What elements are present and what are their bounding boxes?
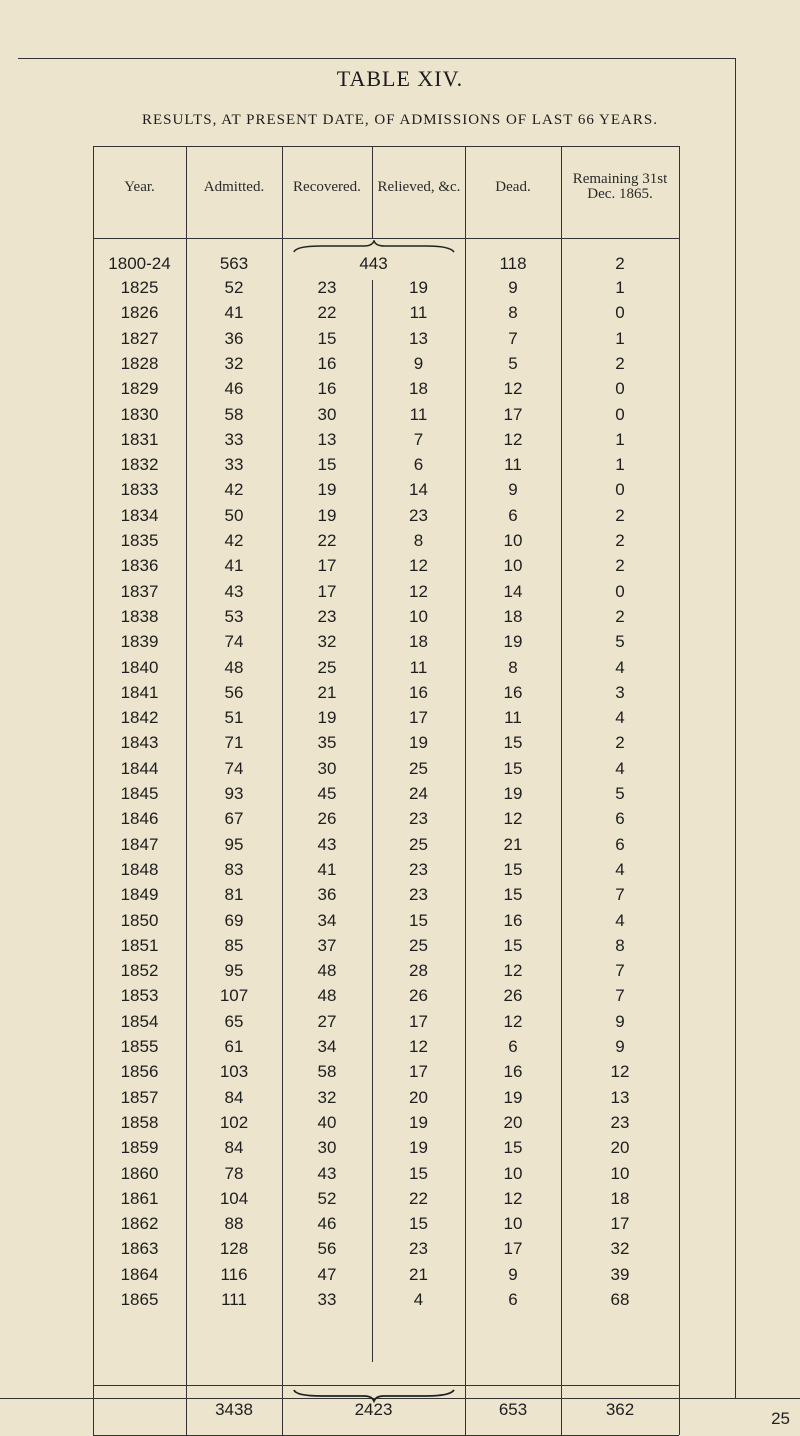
relieved-cell: 19 [409,733,428,753]
relieved-cell: 19 [409,1112,428,1132]
first-row-recovered-relieved: 443 [359,254,388,273]
year-cell: 1865 [120,1290,159,1309]
dead-cell: 14 [503,581,523,601]
year-cell: 1863 [120,1239,159,1259]
remaining-cell: 4 [615,910,625,930]
recovered-cell: 17 [317,581,337,601]
recovered-cell: 30 [317,1138,337,1158]
remaining-cell: 4 [615,758,625,778]
remaining-cell: 2 [615,353,625,373]
total-admitted: 3438 [215,1400,253,1419]
admitted-cell: 42 [224,531,244,550]
dead-cell: 15 [503,885,523,905]
relieved-cell: 15 [409,910,428,930]
year-cell: 1851 [120,935,159,955]
remaining-cell: 1 [615,328,625,348]
admitted-cell: 84 [224,1138,244,1158]
remaining-cell: 9 [615,1037,625,1056]
recovered-cell: 58 [317,1062,337,1082]
recovered-cell: 15 [317,328,337,348]
remaining-cell: 6 [615,809,625,829]
relieved-cell: 12 [409,581,428,601]
remaining-cell: 0 [615,379,625,399]
relieved-cell: 16 [409,682,428,702]
year-cell: 1834 [120,505,159,525]
dead-cell: 9 [508,1264,518,1284]
recovered-cell: 37 [317,935,337,955]
dead-cell: 18 [503,606,523,626]
year-cell: 1828 [120,353,159,373]
relieved-cell: 21 [409,1264,428,1284]
year-cell: 1829 [120,379,159,399]
admitted-cell: 42 [224,480,244,500]
first-row-brace [282,240,465,256]
dead-cell: 12 [503,429,523,449]
vline-recovered-relieved-header [372,146,373,238]
relieved-cell: 22 [409,1188,428,1208]
dead-cell: 9 [508,278,518,297]
recovered-cell: 25 [317,657,337,677]
recovered-cell: 22 [317,303,337,323]
page-number: 25 [771,1409,790,1428]
admitted-cell: 52 [224,278,244,297]
dead-cell: 12 [503,379,523,399]
admitted-cell: 32 [224,353,244,373]
admitted-cell: 65 [224,1011,244,1031]
dead-cell: 19 [503,784,523,803]
admitted-cell: 36 [224,328,244,348]
frame-top-rule [18,58,736,59]
recovered-cell: 27 [317,1011,337,1031]
dead-cell: 10 [503,1214,523,1234]
admitted-cell: 61 [224,1037,244,1056]
dead-cell: 5 [508,353,518,373]
year-cell: 1860 [120,1163,159,1183]
recovered-cell: 13 [317,429,337,449]
recovered-cell: 36 [317,885,337,905]
recovered-cell: 48 [317,961,337,981]
year-cell: 1830 [120,404,159,424]
remaining-cell: 13 [610,1087,630,1107]
year-cell: 1833 [120,480,159,500]
remaining-cell: 18 [610,1188,630,1208]
relieved-cell: 28 [409,961,428,981]
recovered-cell: 30 [317,404,337,424]
dead-cell: 16 [503,1062,523,1082]
dead-cell: 15 [503,859,523,879]
recovered-cell: 48 [317,986,337,1006]
admitted-cell: 85 [224,935,244,955]
year-cell: 1861 [120,1188,159,1208]
remaining-cell: 7 [615,885,625,905]
remaining-cell: 1 [615,429,625,449]
dead-cell: 9 [508,480,518,500]
dead-cell: 11 [504,455,522,475]
admitted-cell: 107 [219,986,249,1006]
remaining-cell: 2 [615,505,625,525]
admitted-cell: 41 [224,303,244,323]
header-dead: Dead. [495,178,531,195]
relieved-cell: 15 [409,1214,428,1234]
dead-cell: 10 [503,556,523,576]
admitted-cell: 95 [224,834,244,854]
relieved-cell: 23 [409,1239,428,1259]
year-cell: 1826 [120,303,159,323]
admitted-cell: 95 [224,961,244,981]
admitted-cell: 43 [224,581,244,601]
relieved-cell: 17 [409,1062,428,1082]
remaining-cell: 20 [610,1138,630,1158]
dead-cell: 8 [508,303,518,323]
relieved-cell: 26 [409,986,428,1006]
remaining-cell: 10 [610,1163,630,1183]
recovered-cell: 26 [317,809,337,829]
dead-cell: 6 [508,1290,518,1309]
dead-cell: 19 [503,632,523,652]
year-cell: 1857 [120,1087,159,1107]
remaining-cell: 39 [610,1264,630,1284]
year-cell: 1864 [120,1264,159,1284]
year-cell: 1849 [120,885,159,905]
recovered-cell: 23 [317,278,337,297]
admitted-cell: 102 [219,1112,249,1132]
dead-cell: 6 [508,1037,518,1056]
year-cell: 1841 [120,682,159,702]
remaining-cell: 6 [615,834,625,854]
year-cell: 1837 [120,581,159,601]
relieved-cell: 18 [409,632,428,652]
relieved-cell: 13 [409,328,428,348]
year-cell: 1850 [120,910,159,930]
dead-cell: 26 [503,986,523,1006]
recovered-cell: 30 [317,758,337,778]
remaining-cell: 32 [610,1239,630,1259]
year-cell: 1840 [120,657,159,677]
year-cell: 1862 [120,1214,159,1234]
remaining-cell: 5 [615,784,625,803]
relieved-cell: 23 [409,505,428,525]
dead-cell: 17 [503,404,523,424]
relieved-cell: 24 [409,784,428,803]
admitted-cell: 103 [219,1062,249,1082]
relieved-cell: 11 [409,404,428,424]
relieved-cell: 7 [413,429,424,449]
recovered-cell: 56 [317,1239,337,1259]
recovered-cell: 16 [317,353,337,373]
remaining-cell: 1 [615,455,625,475]
recovered-cell: 32 [317,632,337,652]
relieved-cell: 25 [409,834,428,854]
dead-cell: 16 [503,682,523,702]
recovered-cell: 19 [317,505,337,525]
dead-cell: 16 [503,910,523,930]
year-cell: 1853 [120,986,159,1006]
dead-cell: 19 [503,1087,523,1107]
first-row-year: 1800-24 [108,254,171,273]
dead-cell: 15 [503,733,523,753]
remaining-cell: 7 [615,986,625,1006]
admitted-cell: 58 [224,404,244,424]
remaining-cell: 4 [615,708,625,728]
year-cell: 1839 [120,632,159,652]
remaining-cell: 0 [615,480,625,500]
header-relieved: Relieved, &c. [377,178,461,195]
remaining-cell: 7 [615,961,625,981]
admitted-cell: 74 [224,758,244,778]
first-row-dead: 118 [499,254,527,273]
recovered-cell: 21 [317,682,337,702]
admitted-cell: 41 [224,556,244,576]
header-recovered: Recovered. [293,178,361,195]
remaining-cell: 2 [615,556,625,576]
year-cell: 1855 [120,1037,159,1056]
relieved-cell: 12 [409,1037,428,1056]
year-cell: 1835 [120,531,159,550]
remaining-cell: 3 [615,682,625,702]
relieved-cell: 23 [409,859,428,879]
relieved-cell: 10 [409,606,428,626]
remaining-cell: 2 [615,606,625,626]
recovered-cell: 43 [317,1163,337,1183]
admitted-cell: 111 [221,1290,247,1309]
year-cell: 1842 [120,708,159,728]
year-cell: 1843 [120,733,159,753]
remaining-cell: 4 [615,859,625,879]
header-remaining: Remaining 31st Dec. 1865. [572,171,668,202]
year-cell: 1832 [120,455,159,475]
remaining-cell: 17 [610,1214,630,1234]
dead-cell: 21 [503,834,523,854]
relieved-cell: 23 [409,885,428,905]
relieved-cell: 25 [409,935,428,955]
admitted-cell: 56 [224,682,244,702]
admitted-cell: 83 [224,859,244,879]
admitted-cell: 88 [224,1214,244,1234]
vline-right [679,146,680,1435]
table-title: TABLE XIV. [336,66,464,91]
remaining-cell: 12 [610,1062,630,1082]
recovered-cell: 40 [317,1112,337,1132]
dead-cell: 12 [503,1188,523,1208]
recovered-cell: 19 [317,708,337,728]
recovered-cell: 43 [317,834,337,854]
dead-cell: 15 [503,1138,523,1158]
recovered-cell: 47 [317,1264,337,1284]
relieved-cell: 20 [409,1087,428,1107]
relieved-cell: 15 [409,1163,428,1183]
year-cell: 1831 [120,429,159,449]
year-cell: 1836 [120,556,159,576]
relieved-cell: 11 [409,303,428,323]
year-cell: 1847 [120,834,159,854]
remaining-cell: 1 [615,278,625,297]
relieved-cell: 8 [413,531,424,550]
dead-cell: 12 [503,1011,523,1031]
dead-cell: 10 [503,531,523,550]
remaining-cell: 68 [610,1290,630,1309]
relieved-cell: 12 [409,556,428,576]
admitted-cell: 84 [224,1087,244,1107]
recovered-cell: 45 [317,784,337,803]
remaining-cell: 8 [615,935,625,955]
relieved-cell: 19 [409,278,428,297]
year-cell: 1848 [120,859,159,879]
recovered-cell: 34 [317,910,337,930]
recovered-cell: 35 [317,733,337,753]
relieved-cell: 19 [409,1138,428,1158]
year-cell: 1854 [120,1011,159,1031]
first-row-admitted: 563 [219,254,249,273]
admitted-cell: 48 [224,657,244,677]
dead-cell: 17 [503,1239,523,1259]
dead-cell: 15 [503,935,523,955]
admitted-cell: 78 [224,1163,244,1183]
dead-cell: 11 [504,708,522,728]
recovered-cell: 32 [317,1087,337,1107]
relieved-cell: 17 [409,708,428,728]
relieved-cell: 14 [409,480,428,500]
remaining-cell: 4 [615,657,625,677]
admitted-cell: 71 [224,733,244,753]
recovered-cell: 19 [317,480,337,500]
recovered-cell: 22 [317,531,337,550]
remaining-cell: 0 [615,581,625,601]
admitted-cell: 74 [224,632,244,652]
admitted-cell: 93 [224,784,244,803]
relieved-cell: 4 [413,1290,424,1309]
admitted-cell: 67 [224,809,244,829]
remaining-cell: 2 [615,733,625,753]
dead-cell: 6 [508,505,518,525]
admitted-cell: 81 [224,885,244,905]
year-cell: 1859 [120,1138,159,1158]
year-cell: 1844 [120,758,159,778]
recovered-cell: 52 [317,1188,337,1208]
dead-cell: 12 [503,809,523,829]
remaining-cell: 23 [610,1112,630,1132]
year-cell: 1825 [120,278,159,297]
dead-cell: 12 [503,961,523,981]
remaining-cell: 0 [615,404,625,424]
admitted-cell: 104 [219,1188,249,1208]
totals-top-rule [93,1385,679,1386]
dead-cell: 10 [503,1163,523,1183]
year-cell: 1838 [120,606,159,626]
year-cell: 1852 [120,961,159,981]
admitted-cell: 69 [224,910,244,930]
relieved-cell: 23 [409,809,428,829]
year-cell: 1846 [120,809,159,829]
relieved-cell: 9 [413,353,424,373]
admitted-cell: 46 [224,379,244,399]
header-bottom-rule [93,238,679,239]
remaining-cell: 9 [615,1011,625,1031]
relieved-cell: 18 [409,379,428,399]
recovered-cell: 23 [317,606,337,626]
total-remaining: 362 [605,1400,635,1419]
year-cell: 1858 [120,1112,159,1132]
dead-cell: 20 [503,1112,523,1132]
year-cell: 1827 [120,328,159,348]
first-row-remaining: 2 [615,254,625,273]
recovered-cell: 34 [317,1037,337,1056]
admitted-cell: 116 [220,1264,248,1284]
relieved-cell: 17 [409,1011,428,1031]
recovered-cell: 15 [317,455,337,475]
relieved-cell: 11 [409,657,428,677]
year-cell: 1856 [120,1062,159,1082]
dead-cell: 7 [508,328,518,348]
year-cell: 1845 [120,784,159,803]
total-dead: 653 [498,1400,528,1419]
recovered-cell: 33 [317,1290,337,1309]
remaining-cell: 2 [615,531,625,550]
total-recovered-relieved: 2423 [354,1400,393,1419]
admitted-cell: 33 [224,429,244,449]
admitted-cell: 33 [224,455,244,475]
dead-cell: 8 [508,657,518,677]
admitted-cell: 51 [224,708,244,728]
admitted-cell: 53 [224,606,244,626]
table-subtitle: RESULTS, AT PRESENT DATE, OF ADMISSIONS OF LAST 66 YEARS. [142,112,658,128]
recovered-cell: 41 [317,859,337,879]
recovered-cell: 17 [317,556,337,576]
remaining-cell: 0 [615,303,625,323]
admitted-cell: 50 [224,505,244,525]
recovered-cell: 46 [317,1214,337,1234]
relieved-cell: 25 [409,758,428,778]
header-year: Year. [124,178,155,195]
remaining-cell: 5 [615,632,625,652]
admitted-cell: 128 [219,1239,249,1259]
recovered-cell: 16 [317,379,337,399]
dead-cell: 15 [503,758,523,778]
frame-right-rule [735,58,736,1398]
header-admitted: Admitted. [203,178,265,195]
relieved-cell: 6 [413,455,424,475]
